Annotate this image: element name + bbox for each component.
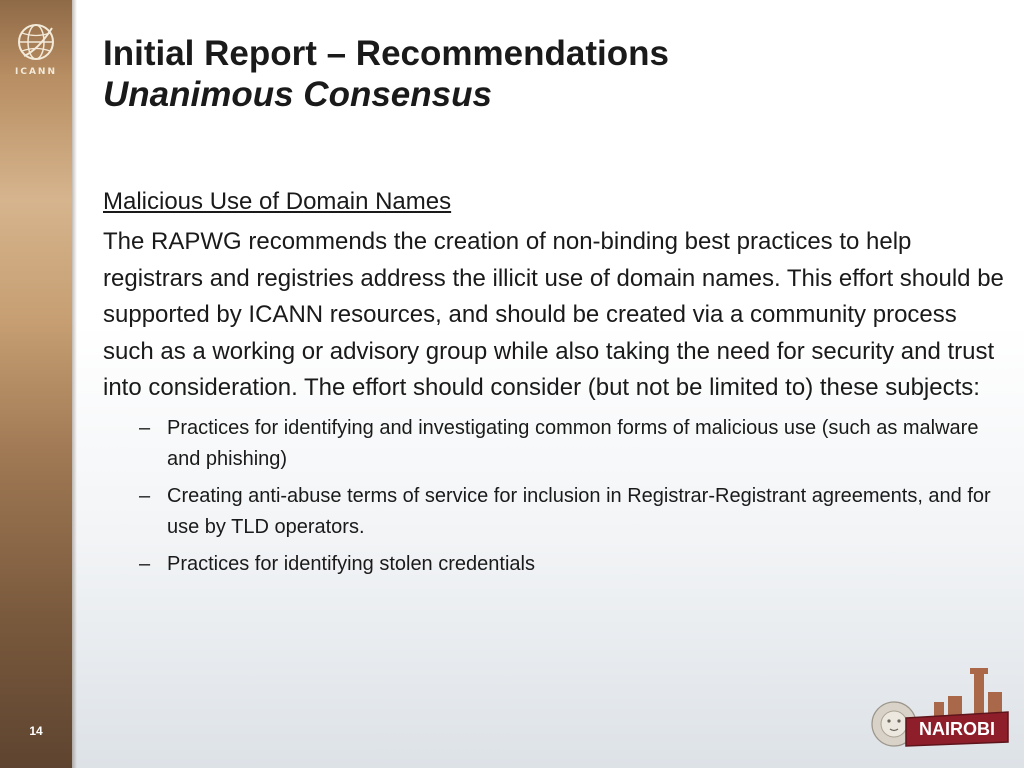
sidebar-band — [0, 0, 72, 768]
list-item — [139, 481, 999, 543]
list-item — [139, 549, 999, 580]
section-heading: Malicious Use of Domain Names — [103, 188, 452, 215]
bullet-dash: – — [139, 416, 151, 439]
slide-content — [103, 184, 1008, 586]
slide-number: 14 — [29, 724, 43, 738]
bullet-text: Creating anti-abuse terms of service for inclusion in Registrar-Registrant agreements, and for use by TLD operators. — [167, 484, 991, 538]
sidebar-edge-shadow — [72, 0, 77, 768]
icann-logo-text: ICANN — [15, 67, 57, 77]
bullet-list — [139, 413, 999, 580]
title-line-1: Initial Report – Recommendations — [103, 34, 669, 73]
icann-logo — [8, 20, 64, 77]
body-paragraph: The RAPWG recommends the creation of non-binding best practices to help registrars and registries address the illicit use of domain names. This effort should be supported by ICANN resources, and should be created via a community process such as a working or advisory group while also taking the need for security and trust into consideration. The effort should consider (but not be limited to) these subjects: — [103, 228, 1004, 401]
bullet-dash: – — [139, 484, 151, 507]
globe-icon — [14, 20, 58, 64]
list-item — [139, 413, 999, 475]
nairobi-logo-text: NAIROBI — [919, 719, 995, 739]
bullet-dash: – — [139, 552, 151, 575]
nairobi-logo — [862, 662, 1012, 758]
slide-title — [103, 33, 983, 115]
bullet-text: Practices for identifying stolen credentials — [167, 552, 535, 575]
title-line-2: Unanimous Consensus — [103, 75, 492, 114]
skyline-icon — [934, 668, 1002, 718]
bullet-text: Practices for identifying and investigating common forms of malicious use (such as malware and phishing) — [167, 416, 979, 470]
